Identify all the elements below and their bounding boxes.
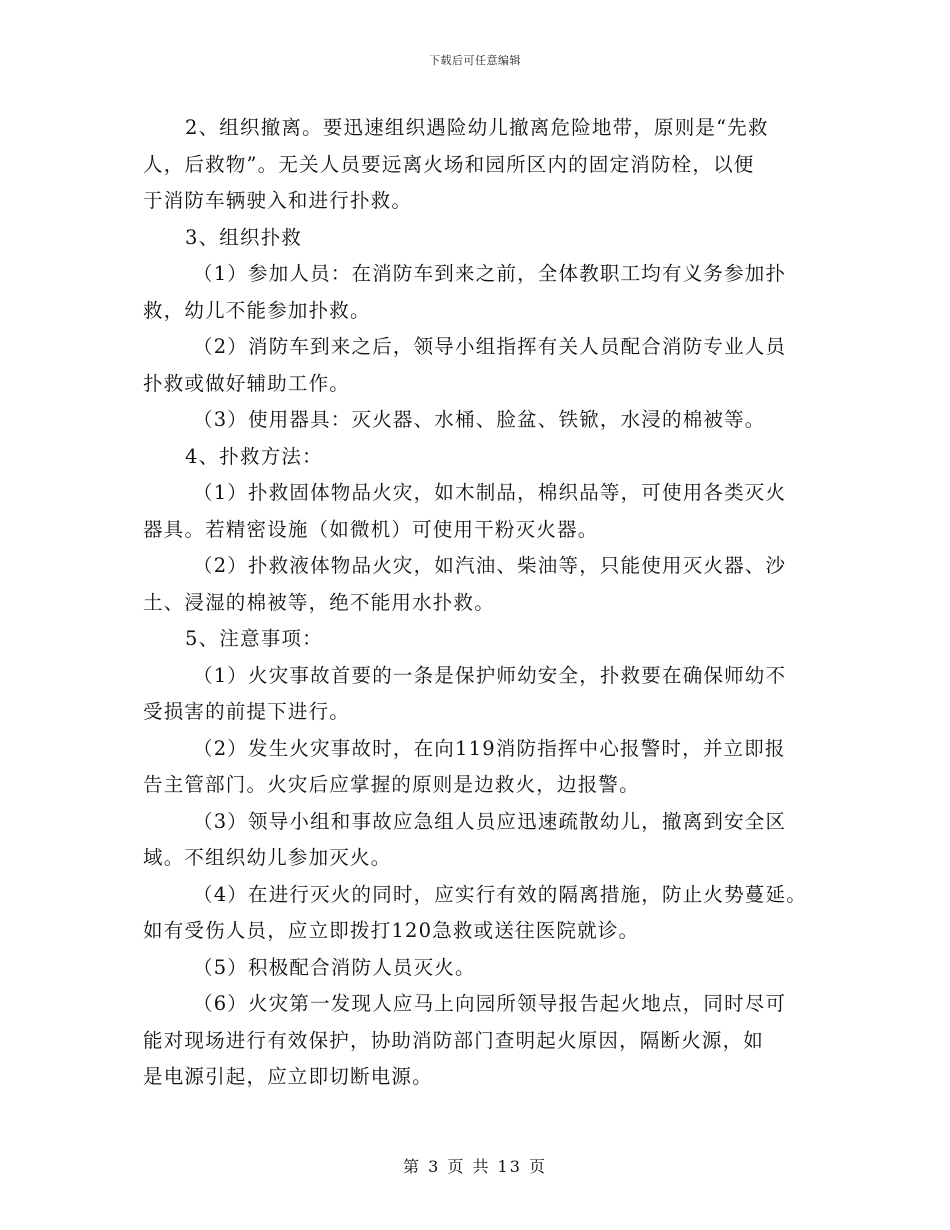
text-line: 域。不组织幼儿参加灭火。 — [143, 846, 392, 869]
text-line: （5）积极配合消防人员灭火。 — [193, 955, 476, 979]
text-line: （2）消防车到来之后，领导小组指挥有关人员配合消防专业人员 — [193, 335, 787, 358]
text-line: 4、扑救方法： — [185, 444, 323, 468]
document-body — [143, 110, 813, 1096]
text-line: 人，后救物”。无关人员要远离火场和园所区内的固定消防栓，以便 — [143, 152, 755, 176]
text-line: （4）在进行灭火的同时，应实行有效的隔离措施，防止火势蔓延。 — [193, 882, 807, 906]
text-line: 扑救或做好辅助工作。 — [143, 371, 351, 395]
text-line: 受损害的前提下进行。 — [143, 700, 351, 723]
text-line: （1）扑救固体物品火灾，如木制品，棉织品等，可使用各类灭火 — [193, 481, 787, 504]
text-line: 3、组织扑救 — [185, 225, 303, 249]
text-line: 是电源引起，应立即切断电源。 — [143, 1065, 433, 1088]
text-line: 能对现场进行有效保护，协助消防部门查明起火原因，隔断火源，如 — [143, 1028, 765, 1052]
text-line: （2）扑救液体物品火灾，如汽油、柴油等，只能使用灭火器、沙 — [193, 554, 787, 577]
text-line: 5、注意事项： — [185, 627, 323, 650]
text-line: （1）参加人员：在消防车到来之前，全体教职工均有义务参加扑 — [193, 262, 787, 285]
text-line: 器具。若精密设施（如微机）可使用干粉灭火器。 — [143, 517, 599, 541]
text-line: （2）发生火灾事故时，在向119消防指挥中心报警时，并立即报 — [193, 736, 786, 760]
text-line: 于消防车辆驶入和进行扑救。 — [143, 189, 413, 212]
page-number-footer: 第 3 页 共 13 页 — [403, 1157, 547, 1176]
text-line: （3）使用器具：灭火器、水桶、脸盆、铁锨，水浸的棉被等。 — [193, 408, 766, 431]
text-line: 2、组织撤离。要迅速组织遇险幼儿撤离危险地带，原则是“先救 — [185, 116, 769, 139]
text-line: 救，幼儿不能参加扑救。 — [143, 298, 371, 322]
text-line: （1）火灾事故首要的一条是保护师幼安全，扑救要在确保师幼不 — [193, 663, 787, 687]
text-line: 告主管部门。火灾后应掌握的原则是边救火，边报警。 — [143, 773, 640, 796]
text-line: （6）火灾第一发现人应马上向园所领导报告起火地点，同时尽可 — [193, 992, 787, 1015]
page-header: 下载后可任意编辑 — [429, 54, 521, 67]
text-line: （3）领导小组和事故应急组人员应迅速疏散幼儿，撤离到安全区 — [193, 809, 787, 833]
text-line: 如有受伤人员，应立即拨打120急救或送往医院就诊。 — [143, 919, 640, 942]
text-line: 土、浸湿的棉被等，绝不能用水扑救。 — [143, 590, 495, 614]
